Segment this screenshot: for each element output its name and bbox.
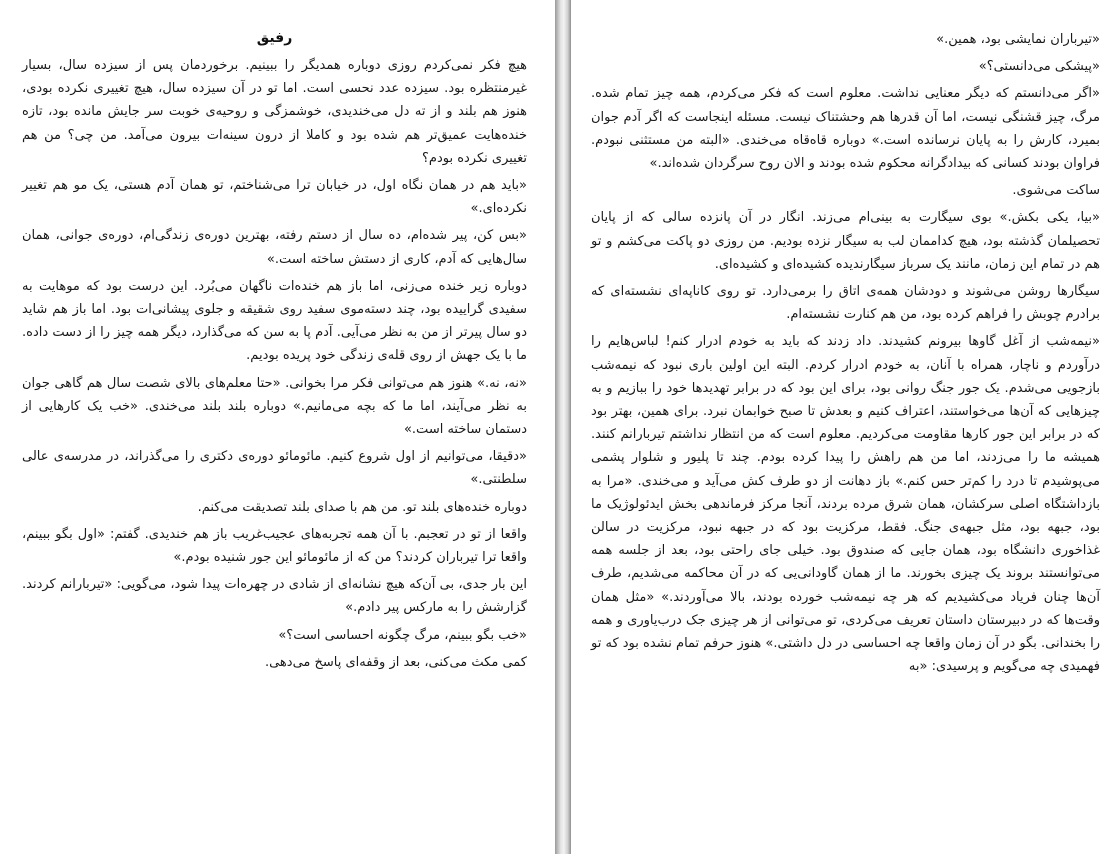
paragraph: کمی مکث می‌کنی، بعد از وقفه‌ای پاسخ می‌دهی. [264,654,527,670]
paragraph: «نیمه‌شب از آغل گاوها بیرونم کشیدند. داد زدند که باید به خودم ادرار کنم! لباس‌هایم را درآوردم و ناچار، همراه با آنان، به خودم ادرار کردم. البته این اولین باری نبود که نیمه‌شب بازجویی می‌شدم. یک جور جنگ روانی بود، برای این بود که در برابر تهدیدها خود را ببازیم و به چیزهایی که آن‌ها می‌خواستند، اعتراف کنیم و بعدش تا صبح خوابمان نبرد. برای همین، بهتر بود که در برابر این جور کارها مقاومت می‌کردیم. معلوم است که من انتظار نداشتم تیربارانم کنند. همیشه ما را می‌زدند، اما من هم راهش را پیدا کرده بودم. چند تا پلیور و شلوار پشمی می‌پوشیدم تا درد را کم‌تر حس کنم.» باز دهانت از دو طرف کش می‌آید و می‌خندی. «مرا به بازداشتگاه اصلی سرکشان، همان شرق مرده بردند، آنجا مرکز فرماندهی بخش ایدئولوژیک ما بود، جبهه بود، مثل جبهه‌ی جنگ. فقط، مرکزیت بود که در جبهه نبود، مرکزیت در سالن غذاخوری دانشگاه بود، همان جایی که صندوق بود. خیلی جای راحتی بود، بعد از جلسه همه می‌توانستند بروند یک چیزی بخورند. ما از همان گاودانی‌یی که در آن محاکمه می‌شدیم، طرف آن‌ها چنان فریاد می‌کشیدیم که هر چه نیمه‌شب خورده بودند، بالا می‌آوردند.» «مثل همان وقت‌ها که در دبیرستان داستان تعریف می‌کردی، تو می‌توانی از هر چیزی جک درب‌یاوری و همه را بخندانی. بگو در آن زمان واقعا چه احساسی در دل داشتی.» هنوز حرفم تمام نشده بود که تو فهمیدی چه می‌گویم و پرسیدی: «به [591,334,1100,675]
page-gutter [555,0,571,854]
paragraph: هیچ فکر نمی‌کردم روزی دوباره همدیگر را ببینیم. برخوردمان پس از سیزده سال، بسیار غیرمنتظره بود. سیزده عدد نحسی است. اما تو در آن سیزده سال، هیچ تغییری نکرده بودی، هنوز هم بلند و از ته دل می‌خندیدی، خوشمزگی و روحیه‌ی خوبت سر جایش مانده بود، تازه خنده‌هایت عمیق‌تر هم شده بود و کاملا از درون سینه‌ات بیرون می‌آمد. من چی؟ من هم تغییری نکرده بودم؟ [22,58,527,166]
left-page [0,0,555,854]
paragraph: واقعا از تو در تعجبم. با آن همه تجربه‌های عجیب‌غریب باز هم خندیدی. گفتم: «اول بگو ببینم، واقعا ترا تیرباران کردند؟ من که از مائومائو این جور شنیده بودم.» [22,526,527,566]
paragraph: «پیشکی می‌دانستی؟» [978,59,1100,75]
paragraph: این بار جدی، بی آن‌که هیچ نشانه‌ای از شادی در چهره‌ات پیدا شود، می‌گویی: «تیربارانم کردند. گزارشش را به مارکس پیر دادم.» [22,577,527,616]
right-page [571,0,1119,854]
paragraph: سیگارها روشن می‌شوند و دودشان همه‌ی اتاق را برمی‌دارد. تو روی کاناپه‌ای نشسته‌ای که برادرم چوبش را فراهم کرده بود، من هم کنارت نشسته‌ام. [591,284,1100,323]
paragraph: «بیا، یکی بکش.» بوی سیگارت به بینی‌ام می‌زند. انگار در آن پانزده سالی که از پایان تحصیلمان گذشته بود، هیچ کداممان لب به سیگار نزده بودیم. من روزی دو پاکت می‌کشم و تو هم در تمام این زمان، مانند یک سرباز سیگارندیده کشیده‌ای و کشیده‌ای. [591,210,1100,272]
paragraph: «خب بگو ببینم، مرگ چگونه احساسی است؟» [278,627,527,643]
paragraph: «نه، نه.» هنوز هم می‌توانی فکر مرا بخوانی. «حتا معلم‌های بالای شصت سال هم گاهی جوان به نظر می‌آیند، اما ما که بچه می‌مانیم.» دوباره بلند بلند می‌خندی. «خب یک کارهایی از دستمان ساخته است.» [22,375,527,438]
paragraph: دوباره خنده‌های بلند تو. من هم با صدای بلند تصدیقت می‌کنم. [197,499,527,515]
paragraph: «باید هم در همان نگاه اول، در خیابان ترا می‌شناختم، تو همان آدم هستی، یک مو هم تغییر نکرده‌ای.» [22,178,527,217]
paragraph: «اگر می‌دانستم که دیگر معنایی نداشت. معلوم است که فکر می‌کردم، همه چیز تمام شده. مرگ، چیز قشنگی نیست، اما آن قدرها هم وحشتناک نیست. مسئله اینجاست که اگر آدم جوان بمیرد، کارش را به پایان نرسانده است.» دوباره قاه‌قاه می‌خندی. «البته من مستثنی نبودم. فراوان بودند کسانی که بیدادگرانه محکوم شده بودند و الان روح سرگردان شده‌اند.» [591,86,1100,172]
chapter-title: رفیق [256,30,293,46]
paragraph: «بس کن، پیر شده‌ام، ده سال از دستم رفته، بهترین دوره‌ی زندگی‌ام، دوره‌ی جوانی، همان سال‌هایی که آدم، کاری از دستش ساخته است.» [22,228,527,267]
paragraph: «تیرباران نمایشی بود، همین.» [936,32,1100,47]
paragraph: دوباره زیر خنده می‌زنی، اما باز هم خنده‌ات ناگهان می‌بُرد. این درست بود که موهایت به سفیدی گراییده بود، چند دسته‌موی سفید روی شقیقه و جلوی پیشانی‌ات بود. اما باز هم شاید دو سال پیرتر از من به نظر می‌آیی. آدم پا به سن که می‌گذارد، دیگر همه چیز را از دست داده. ما با یک جهش از روی قله‌ی زندگی خود پریده بودیم. [22,278,527,364]
paragraph: «دقیقا، می‌توانیم از اول شروع کنیم. مائومائو دوره‌ی دکتری را می‌گذراند، در مدرسه‌ی عالی سلطنتی.» [22,449,527,488]
paragraph: ساکت می‌شوی. [1012,183,1100,199]
